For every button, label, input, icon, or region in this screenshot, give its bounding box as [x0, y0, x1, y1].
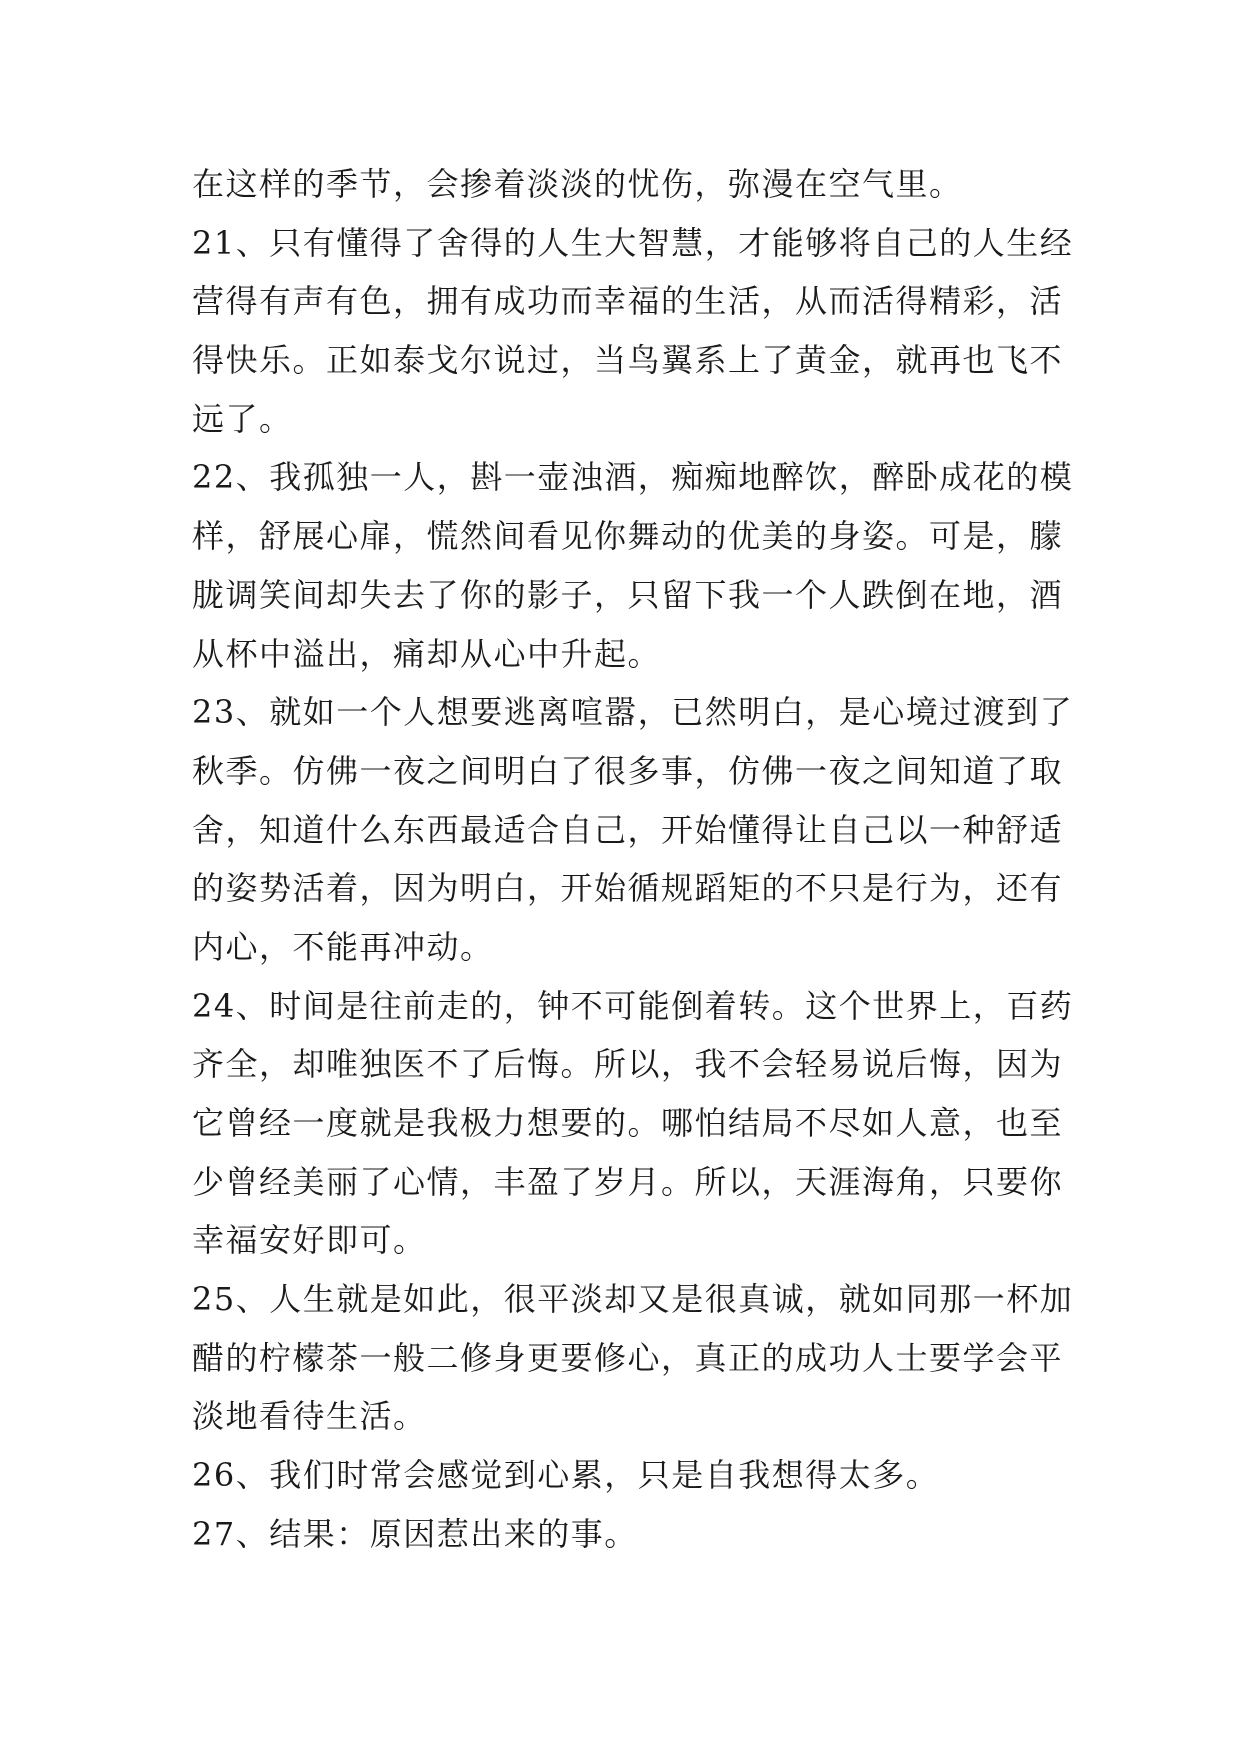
- text-line: 的姿势活着，因为明白，开始循规蹈矩的不只是行为，还有: [192, 869, 1064, 908]
- text-line: 它曾经一度就是我极力想要的。哪怕结局不尽如人意，也至: [192, 1104, 1064, 1142]
- text-line: 齐全，却唯独医不了后悔。所以，我不会轻易说后悔，因为: [192, 1045, 1064, 1084]
- text-line: 22、我孤独一人，斟一壶浊酒，痴痴地醉饮，醉卧成花的模: [192, 458, 1074, 497]
- document-body: [192, 155, 1074, 1564]
- text-line: 在这样的季节，会掺着淡淡的忧伤，弥漫在空气里。: [192, 165, 963, 203]
- text-line: 26、我们时常会感觉到心累，只是自我想得太多。: [192, 1456, 940, 1495]
- text-line: 从杯中溢出，痛却从心中升起。: [192, 634, 662, 673]
- text-line: 营得有声有色，拥有成功而幸福的生活，从而活得精彩，活: [192, 282, 1064, 321]
- text-line: 24、时间是往前走的，钟不可能倒着转。这个世界上，百药: [192, 986, 1074, 1025]
- text-line: 样，舒展心扉，慌然间看见你舞动的优美的身姿。可是，朦: [192, 517, 1064, 556]
- text-line: 胧调笑间却失去了你的影子，只留下我一个人跌倒在地，酒: [192, 575, 1064, 614]
- text-line: 少曾经美丽了心情，丰盈了岁月。所以，天涯海角，只要你: [192, 1162, 1064, 1201]
- text-line: 远了。: [192, 399, 293, 438]
- text-line: 25、人生就是如此，很平淡却又是很真诚，就如同那一杯加: [192, 1280, 1074, 1319]
- text-line: 秋季。仿佛一夜之间明白了很多事，仿佛一夜之间知道了取: [192, 751, 1064, 790]
- text-line: 得快乐。正如泰戈尔说过，当鸟翼系上了黄金，就再也飞不: [192, 341, 1064, 380]
- text-line: 内心，不能再冲动。: [192, 927, 494, 966]
- text-line: 淡地看待生活。: [192, 1397, 427, 1436]
- text-line: 21、只有懂得了舍得的人生大智慧，才能够将自己的人生经: [192, 223, 1074, 262]
- text-line: 27、结果：原因惹出来的事。: [192, 1514, 638, 1553]
- text-line: 幸福安好即可。: [192, 1221, 427, 1260]
- text-line: 醋的柠檬茶一般二修身更要修心，真正的成功人士要学会平: [192, 1338, 1064, 1377]
- text-line: 23、就如一个人想要逃离喧嚣，已然明白，是心境过渡到了: [192, 693, 1074, 732]
- text-line: 舍，知道什么东西最适合自己，开始懂得让自己以一种舒适: [192, 810, 1064, 849]
